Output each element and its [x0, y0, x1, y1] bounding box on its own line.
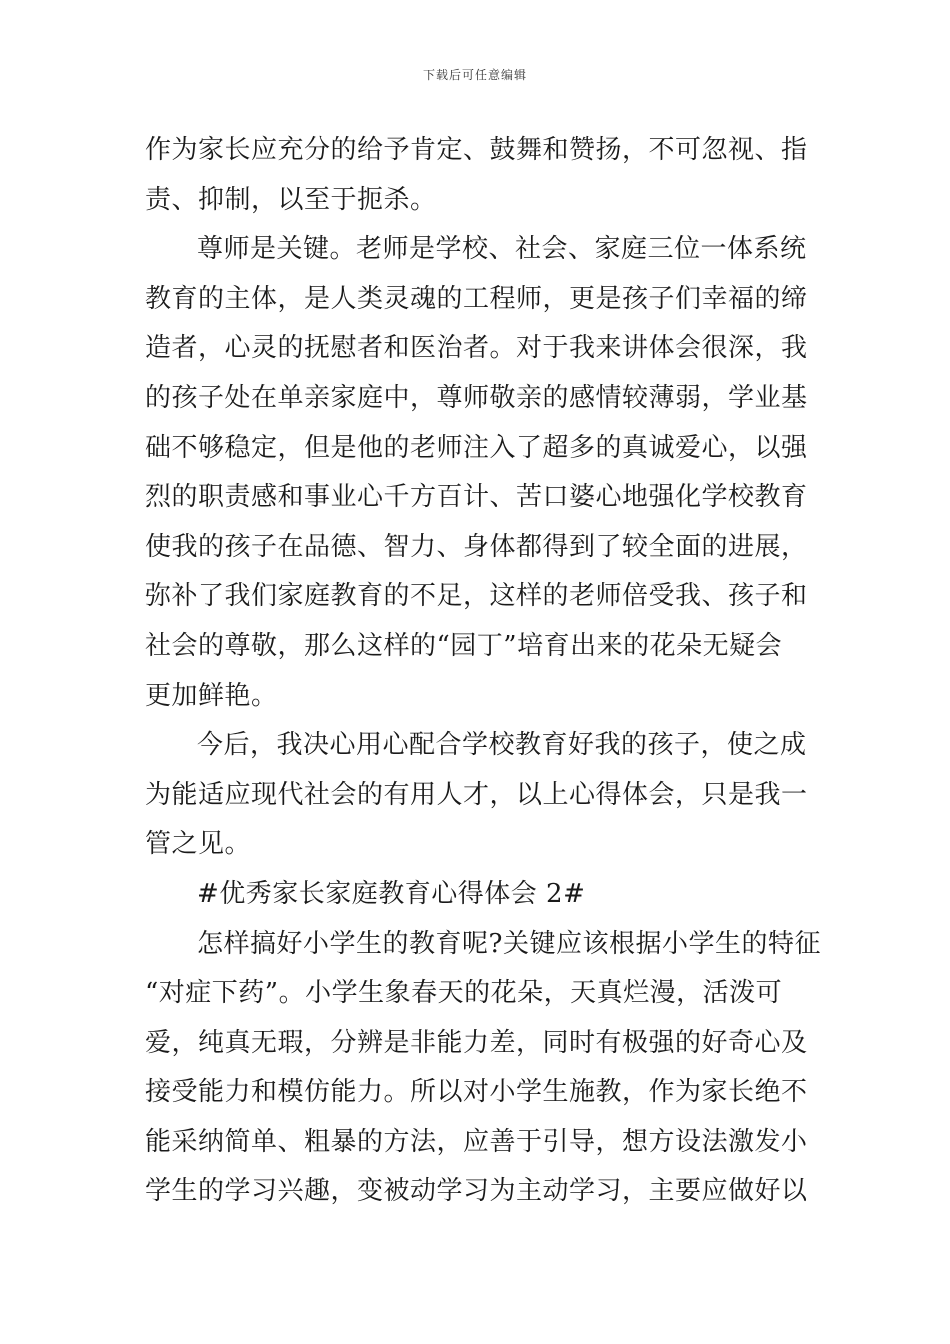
text-line: 学生的学习兴趣，变被动学习为主动学习，主要应做好以: [145, 1176, 808, 1207]
text-line: 础不够稳定，但是他的老师注入了超多的真诚爱心，以强: [145, 432, 808, 463]
text-line: 烈的职责感和事业心千方百计、苦口婆心地强化学校教育: [145, 482, 808, 513]
text-line: 弥补了我们家庭教育的不足，这样的老师倍受我、孩子和: [145, 581, 808, 612]
header-note: 下载后可任意编辑: [422, 68, 527, 82]
text-line: “对症下药”。小学生象春天的花朵，天真烂漫，活泼可: [145, 978, 783, 1009]
document-body: [145, 126, 821, 1217]
text-line: 的孩子处在单亲家庭中，尊师敬亲的感情较薄弱，学业基: [145, 382, 808, 413]
text-line: 社会的尊敬，那么这样的“园丁”培育出来的花朵无疑会: [145, 630, 783, 661]
text-line: 责、抑制，以至于扼杀。: [145, 184, 437, 215]
text-line: 造者，心灵的抚慰者和医治者。对于我来讲体会很深，我: [145, 333, 808, 364]
text-line: 使我的孩子在品德、智力、身体都得到了较全面的进展，: [145, 531, 808, 562]
text-line: 管之见。: [145, 829, 252, 860]
paragraph-start-line: 尊师是关键。老师是学校、社会、家庭三位一体系统: [197, 234, 807, 265]
text-line: 教育的主体，是人类灵魂的工程师，更是孩子们幸福的缔: [145, 283, 808, 314]
text-line: 接受能力和模仿能力。所以对小学生施教，作为家长绝不: [145, 1077, 808, 1108]
text-line: 为能适应现代社会的有用人才，以上心得体会，只是我一: [145, 779, 808, 810]
text-line: 更加鲜艳。: [145, 680, 278, 711]
section-heading: #优秀家长家庭教育心得体会 2#: [197, 878, 586, 909]
text-line: 作为家长应充分的给予肯定、鼓舞和赞扬，不可忽视、指: [145, 135, 808, 165]
paragraph-start-line: 怎样搞好小学生的教育呢?关键应该根据小学生的特征: [197, 928, 821, 959]
text-line: 能采纳简单、粗暴的方法，应善于引导，想方设法激发小: [145, 1126, 808, 1157]
text-line: 爱，纯真无瑕，分辨是非能力差，同时有极强的好奇心及: [145, 1027, 808, 1058]
paragraph-start-line: 今后，我决心用心配合学校教育好我的孩子，使之成: [197, 730, 807, 761]
